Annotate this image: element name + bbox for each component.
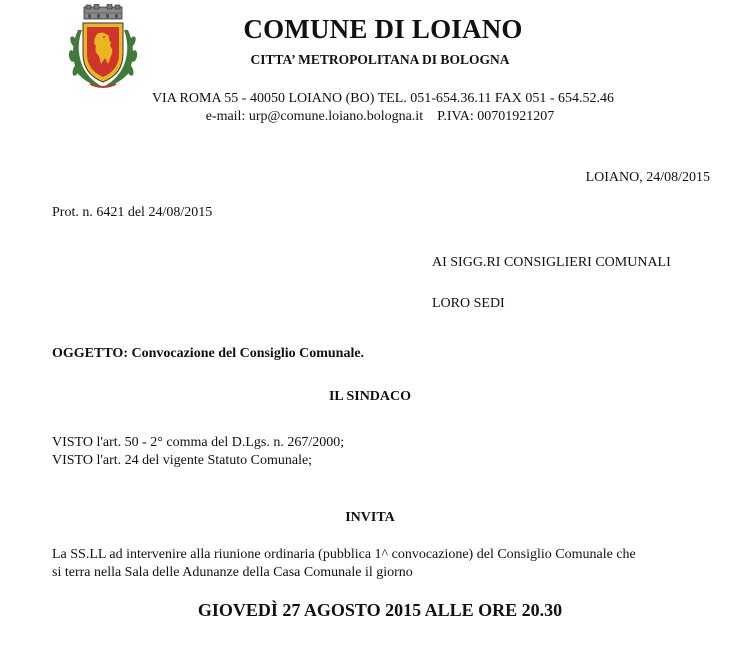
address-line: VIA ROMA 55 - 40050 LOIANO (BO) TEL. 051-654.36.11 FAX 051 - 654.52.46 bbox=[151, 91, 615, 106]
sender-heading: IL SINDACO bbox=[328, 389, 412, 404]
consideration-1: VISTO l'art. 50 - 2° comma del D.Lgs. n. 267/2000; bbox=[52, 435, 345, 450]
contact-line: e-mail: urp@comune.loiano.bologna.it P.IVA: 00701921207 bbox=[205, 109, 555, 124]
consideration-2: VISTO l'art. 24 del vigente Statuto Comunale; bbox=[52, 453, 313, 468]
body-line-2: si terra nella Sala delle Adunanze della Casa Comunale il giorno bbox=[52, 565, 413, 580]
recipient-line-2: LORO SEDI bbox=[432, 296, 505, 311]
protocol-number: Prot. n. 6421 del 24/08/2015 bbox=[52, 205, 213, 220]
body-line-1: La SS.LL ad intervenire alla riunione ordinaria (pubblica 1^ convocazione) del Consiglio Comunale che bbox=[52, 547, 636, 562]
municipality-title: COMUNE DI LOIANO bbox=[243, 14, 523, 44]
place-date: LOIANO, 24/08/2015 bbox=[585, 170, 710, 185]
region-subtitle: CITTA’ METROPOLITANA DI BOLOGNA bbox=[250, 52, 510, 67]
meeting-datetime: GIOVEDÌ 27 AGOSTO 2015 ALLE ORE 20.30 bbox=[197, 600, 563, 620]
action-heading: INVITA bbox=[345, 510, 395, 525]
recipient-line-1: AI SIGG.RI CONSIGLIERI COMUNALI bbox=[432, 255, 671, 270]
subject-line: OGGETTO: Convocazione del Consiglio Comunale. bbox=[52, 346, 365, 361]
